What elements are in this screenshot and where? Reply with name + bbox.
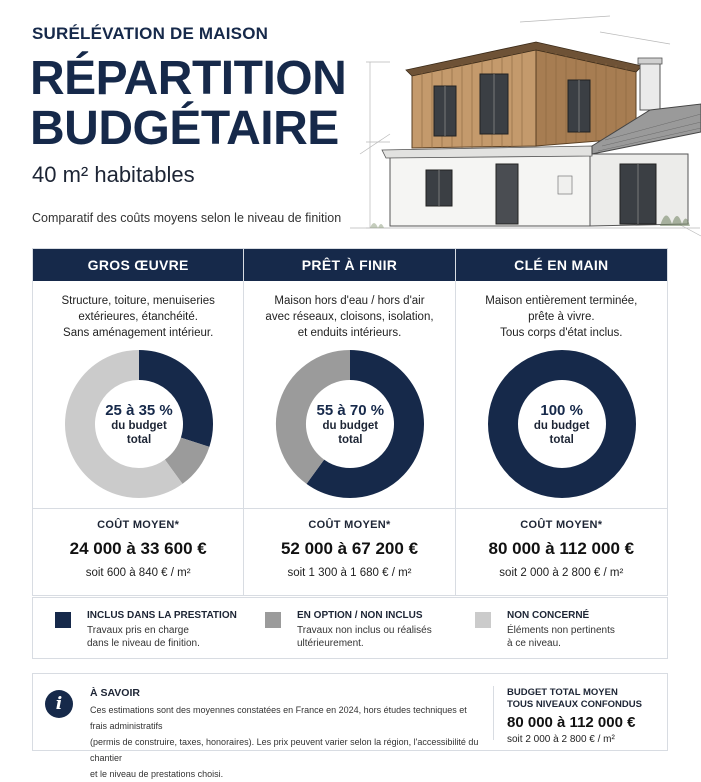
info-box bbox=[32, 673, 668, 779]
donut-percent: 25 à 35 % bbox=[105, 401, 173, 419]
donut-chart bbox=[64, 349, 214, 499]
card-divider bbox=[244, 508, 454, 509]
card-divider bbox=[456, 508, 667, 509]
card-pret-a-finir bbox=[244, 249, 455, 595]
legend-swatch bbox=[475, 612, 491, 628]
card-title: CLÉ EN MAIN bbox=[456, 249, 667, 281]
donut-chart bbox=[275, 349, 425, 499]
info-divider bbox=[493, 686, 494, 740]
legend-text: Travaux non inclus ou réalisés ultérieurement. bbox=[297, 625, 432, 649]
cost-value: 52 000 à 67 200 € bbox=[280, 539, 419, 558]
description: Comparatif des coûts moyens selon le niveau de finition bbox=[32, 211, 342, 225]
legend-swatch bbox=[265, 612, 281, 628]
info-text: Ces estimations sont des moyennes constatées en France en 2024, hors études techniques et frais administratifs (permis de construire, taxes, honoraires). Les prix peuvent varier selon la région, l'accessibilité du chantier et le niveau de prestations choisi. bbox=[90, 705, 479, 779]
legend-title: NON CONCERNÉ bbox=[507, 610, 590, 621]
card-description: Structure, toiture, menuiseries extérieures, étanchéité. Sans aménagement intérieur. bbox=[61, 295, 215, 339]
card-cle-en-main bbox=[456, 249, 667, 595]
cost-per-m2: soit 600 à 840 € / m² bbox=[85, 567, 191, 579]
card-description: Maison hors d'eau / hors d'air avec réseaux, cloisons, isolation, et enduits intérieurs. bbox=[265, 295, 434, 339]
card-gros-oeuvre bbox=[33, 249, 244, 595]
donut-chart bbox=[487, 349, 637, 499]
subtitle: 40 m² habitables bbox=[32, 162, 195, 187]
card-title: GROS ŒUVRE bbox=[33, 249, 243, 281]
legend-title: INCLUS DANS LA PRESTATION bbox=[87, 610, 237, 621]
cost-label: COÛT MOYEN* bbox=[97, 519, 180, 531]
donut-total-label: total bbox=[126, 433, 152, 446]
title-line-2: BUDGÉTAIRE bbox=[30, 102, 339, 155]
finish-levels bbox=[32, 248, 668, 596]
title-line-1: RÉPARTITION bbox=[30, 52, 347, 105]
donut-percent: 55 à 70 % bbox=[316, 401, 385, 419]
pre-title: SURÉLÉVATION DE MAISON bbox=[32, 24, 269, 43]
donut-label bbox=[64, 349, 214, 499]
donut-label bbox=[487, 349, 637, 499]
info-icon: i bbox=[45, 690, 73, 718]
house-illustration bbox=[330, 14, 701, 240]
donut-budget-label: du budget bbox=[322, 419, 379, 432]
cost-per-m2: soit 1 300 à 1 680 € / m² bbox=[287, 567, 412, 579]
cost-value: 24 000 à 33 600 € bbox=[69, 539, 207, 558]
total-budget-value: 80 000 à 112 000 € bbox=[507, 714, 636, 731]
cost-per-m2: soit 2 000 à 2 800 € / m² bbox=[499, 567, 624, 579]
donut-percent: 100 % bbox=[540, 401, 583, 419]
cost-label: COÛT MOYEN* bbox=[308, 519, 391, 531]
donut-label bbox=[275, 349, 425, 499]
card-title: PRÊT À FINIR bbox=[244, 249, 454, 281]
card-description: Maison entièrement terminée, prête à vivre. Tous corps d'état inclus. bbox=[485, 295, 638, 339]
donut-total-label: total bbox=[338, 433, 363, 446]
donut-budget-label: du budget bbox=[111, 419, 167, 432]
donut-total-label: total bbox=[549, 433, 574, 446]
card-divider bbox=[33, 508, 243, 509]
legend-text: Travaux pris en charge dans le niveau de finition. bbox=[87, 625, 200, 649]
legend-text: Éléments non pertinents à ce niveau. bbox=[507, 625, 615, 649]
total-budget-per-m2: soit 2 000 à 2 800 € / m² bbox=[507, 734, 615, 745]
cost-label: COÛT MOYEN* bbox=[520, 519, 603, 531]
donut-budget-label: du budget bbox=[533, 419, 590, 432]
info-title: À SAVOIR bbox=[90, 687, 140, 699]
legend-title: EN OPTION / NON INCLUS bbox=[297, 610, 423, 621]
total-budget-label: BUDGET TOTAL MOYEN TOUS NIVEAUX CONFONDUS bbox=[507, 687, 642, 710]
legend-swatch bbox=[55, 612, 71, 628]
cost-value: 80 000 à 112 000 € bbox=[488, 539, 635, 558]
page-title bbox=[30, 54, 346, 154]
legend bbox=[32, 597, 668, 659]
